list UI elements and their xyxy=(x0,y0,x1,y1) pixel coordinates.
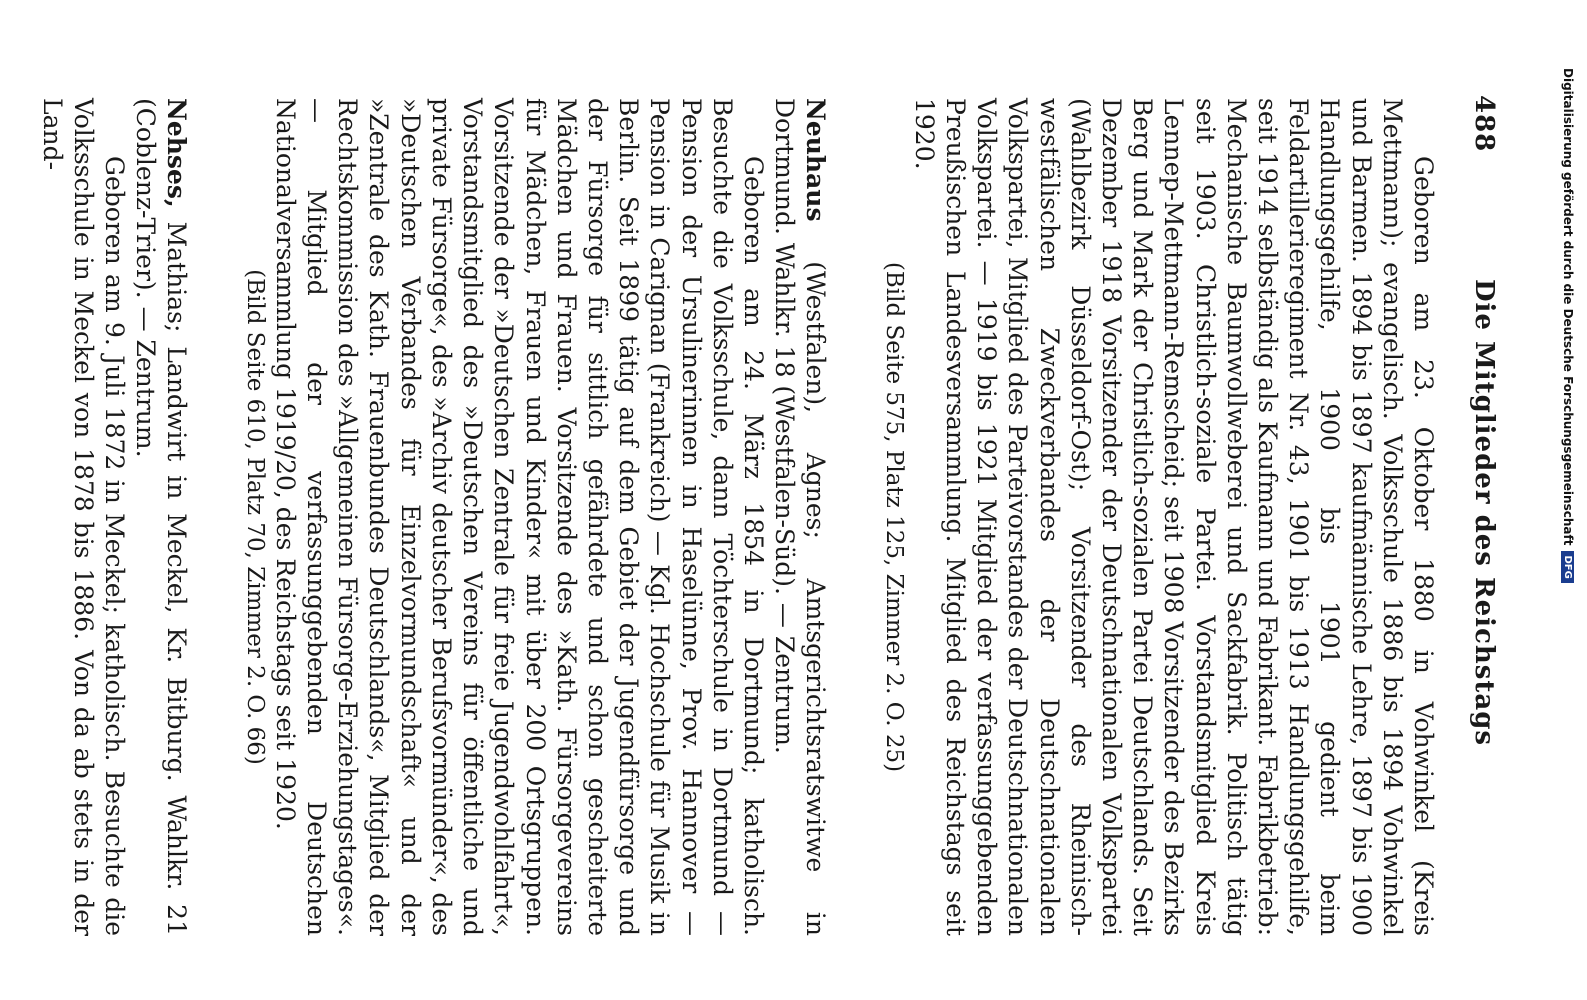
dfg-logo: DFG xyxy=(1561,551,1574,582)
photo-reference: (Bild Seite 610, Platz 70, Zimmer 2. O. 66) xyxy=(241,269,268,765)
watermark-text: Digitalisierung gefördert durch die Deutsche Forschungsgemeinschaft xyxy=(1561,68,1575,546)
entry-nehses xyxy=(36,98,192,936)
member-name: Neuhaus xyxy=(801,98,831,222)
entry-heading xyxy=(130,98,192,936)
entry-paragraph: Geboren am 24. März 1854 in Dortmund; katholisch. Besuchte die Volksschule, dann Töchterschule in Dortmund — Pension der Ursulinerinnen in Haselünne, Prov. Hannover — Pension in Carignan (Frankreich) — Kgl. Hochschule für Musik in Berlin. Seit 1899 tätig auf dem Gebiet der Jugendfürsorge und der Fürsorge für sittlich gefährdete und schon gescheiterte Mädchen und Frauen. Vorsitzende des »Kath. Fürsorgevereins für Mädchen, Frauen und Kinder« mit über 200 Ortsgruppen. Vorsitzende der »Deutschen Zentrale für freie Jugendwohlfahrt«, Vorstandsmitglied des »Deutschen Vereins für öffentliche und private Fürsorge«, des »Archiv deutscher Berufsvormünder«, des »Deutschen Verbandes für Einzelvormundschaft« und der »Zentrale des Kath. Frauenbundes Deutschlands«, Mitglied der Rechtskommission des »Allgemeinen Fürsorge-Erziehungstages«. — Mitglied der verfassunggebenden Deutschen Nationalversammlung 1919/20, des Reichstags seit 1920. xyxy=(270,98,768,936)
entry-paragraph: Geboren am 9. Juli 1872 in Meckel; katholisch. Besuchte die Volksschule in Meckel von 1878 bis 1886. Von da ab stets in der Land- xyxy=(37,98,130,936)
entry-paragraph: Geboren am 23. Oktober 1880 in Vohwinkel (Kreis Mettmann); evangelisch. Volksschule 1886 bis 1894 Vohwinkel und Barmen. 1894 bis 1897 kaufmännische Lehre, 1897 bis 1900 Handlungsgehilfe, 1900 bis 1901 gedient beim Feldartillerieregiment Nr. 43, 1901 bis 1913 Handlungsgehilfe, seit 1914 selbständig als Kaufmann und Fabrikant. Fabrikbetrieb: Mechanische Baumwollweberei und Sackfabrik. Politisch tätig seit 1903. Christlich-soziale Partei. Vorstandsmitglied Kreis Lennep-Mettmann-Remscheid; seit 1908 Vorsitzender des Bezirks Berg und Mark der Christlich-sozialen Partei Deutschlands. Seit Dezember 1918 Vorsitzender der Deutschnationalen Volkspartei (Wahlbezirk Düsseldorf-Ost); Vorsitzender des Rheinisch-westfälischen Zweckverbandes der Deutschnationalen Volkspartei, Mitglied des Parteivorstandes der Deutschnationalen Volkspartei. — 1919 bis 1921 Mitglied der verfassunggebenden Preußischen Landesversammlung. Mitglied des Reichstags seit 1920. xyxy=(909,98,1438,936)
photo-reference: (Bild Seite 575, Platz 125, Zimmer 2. O. 25) xyxy=(880,261,907,773)
digitization-watermark xyxy=(1561,68,1575,968)
page-number: 488 xyxy=(1469,95,1499,153)
member-name: Nehses, xyxy=(162,98,192,208)
member-details: Mathias; Landwirt in Meckel, Kr. Bitburg. Wahlkr. 21 (Coblenz-Trier). — Zentrum. xyxy=(131,98,192,936)
member-details: (Westfalen), Agnes; Amtsgerichtsratswitwe in Dortmund. Wahlkr. 18 (Westfalen-Süd). — Zentrum. xyxy=(770,98,831,937)
entry-continuation xyxy=(877,98,1439,936)
page-body xyxy=(36,98,1439,936)
entry-neuhaus xyxy=(238,98,831,936)
page-header xyxy=(1465,95,1499,930)
running-title: Die Mitglieder des Reichstags xyxy=(1469,278,1499,747)
entry-heading xyxy=(769,98,831,936)
